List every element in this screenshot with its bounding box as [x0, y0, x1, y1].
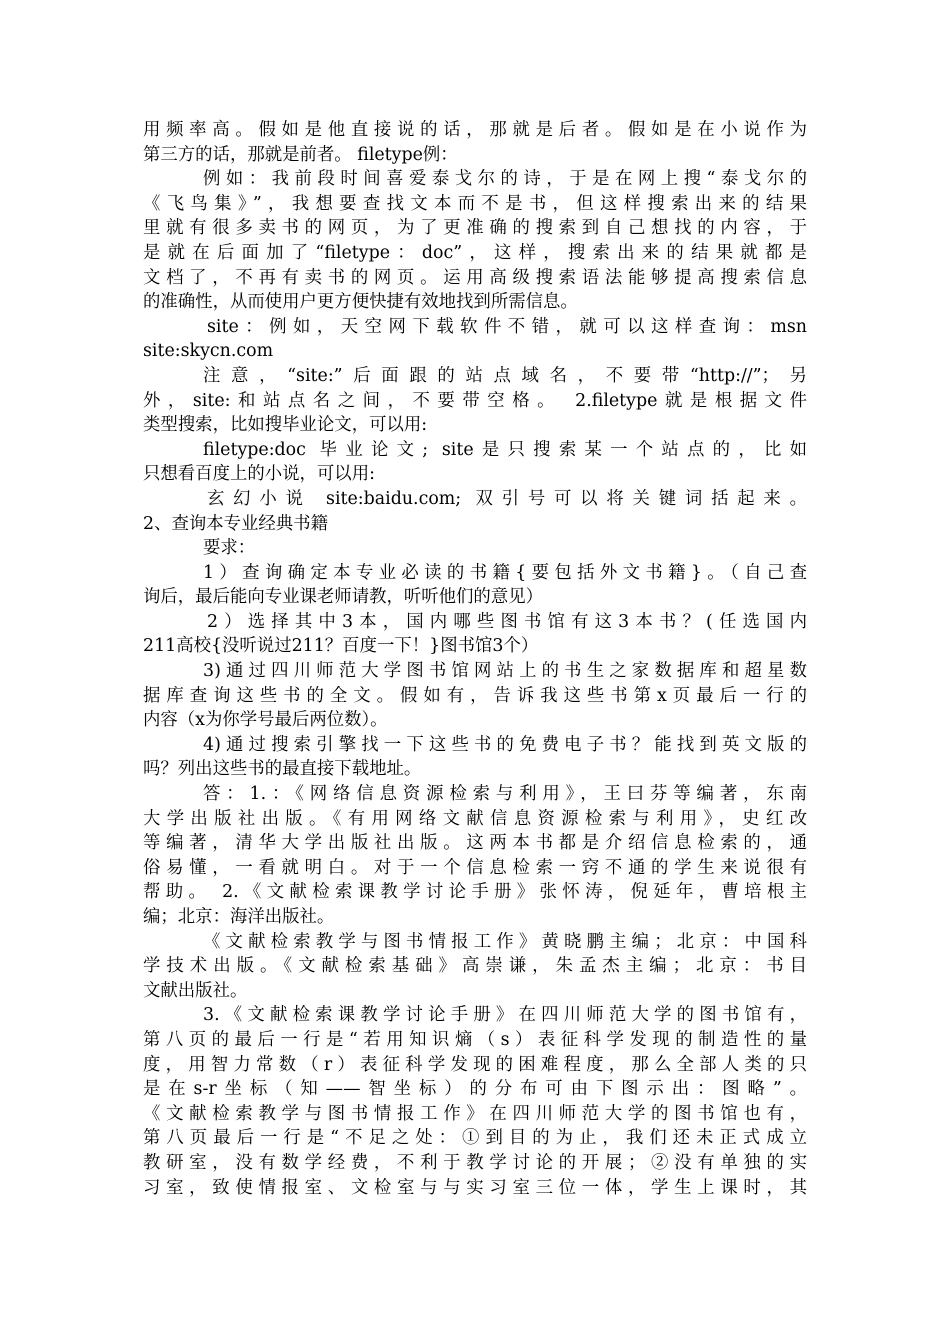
text-line: site:skycn.com: [143, 341, 274, 362]
text-line: 3)通过四川师范大学图书馆网站上的书生之家数据库和超星数: [203, 661, 807, 682]
text-line: 用频率高。假如是他直接说的话，那就是后者。假如是在小说作为: [143, 120, 807, 140]
text-line: 类型搜索，比如搜毕业论文，可以用:: [143, 415, 428, 436]
text-line: 2）选择其中3本，国内哪些图书馆有这3本书？(任选国内: [207, 611, 807, 632]
text-line: 只想看百度上的小说，可以用:: [143, 464, 375, 485]
text-line: 211高校{没听说过211？百度一下！}图书馆3个）: [143, 636, 539, 657]
text-line: 第八页最后一行是“不足之处：①到目的为止，我们还未正式成立: [143, 1128, 807, 1149]
text-line: 习室，致使情报室、文检室与与实习室三位一体，学生上课时，其: [143, 1177, 807, 1198]
text-line: 询后，最后能向专业课老师请教，听听他们的意见）: [143, 587, 543, 608]
text-line: 俗易懂，一看就明白。对于一个信息检索一窍不通的学生来说很有: [143, 857, 807, 878]
text-line: 《文献检索教学与图书情报工作》黄晓鹏主编；北京：中国科: [203, 931, 807, 952]
text-line: 里就有很多卖书的网页，为了更准确的搜索到自己想找的内容，于: [143, 218, 807, 239]
text-line: 帮助。 2.《文献检索课教学讨论手册》张怀涛，倪延年，曹培根主: [143, 882, 807, 903]
text-line: 文献出版社。: [143, 980, 248, 1001]
text-line: 《文献检索教学与图书情报工作》在四川师范大学的图书馆也有，: [143, 1103, 807, 1124]
text-line: 第八页的最后一行是“若用知识熵（s）表征科学发现的制造性的量: [143, 1029, 807, 1050]
text-line: 注意，“site:”后面跟的站点域名，不要带“http://”；另: [203, 365, 807, 386]
text-line: 等编著，清华大学出版社出版。这两本书都是介绍信息检索的，通: [143, 833, 807, 854]
text-line: 是就在后面加了“filetype：doc”，这样，搜索出来的结果就都是: [143, 242, 807, 263]
text-line: 2、查询本专业经典书籍: [143, 513, 328, 534]
text-line: 学技术出版。《文献检索基础》高崇谦，朱孟杰主编；北京：书目: [143, 956, 807, 977]
text-line: site：例如，天空网下载软件不错，就可以这样查询：msn: [207, 316, 807, 337]
text-line: 编；北京：海洋出版社。: [143, 907, 335, 927]
text-line: 文档了，不再有卖书的网页。运用高级搜索语法能够提高搜索信息: [143, 267, 807, 288]
text-line: 是在s-r坐标（知——智坐标）的分布可由下图示出：图略”。: [143, 1079, 807, 1100]
text-line: 玄幻小说 site:baidu.com; 双引号可以将关键词括起来。: [207, 488, 807, 509]
text-line: 的准确性，从而使用户更方便快捷有效地找到所需信息。: [143, 292, 578, 313]
text-line: 大学出版社出版。《有用网络文献信息资源检索与利用》，史红改: [143, 808, 807, 829]
text-line: 第三方的话，那就是前者。 filetype例：: [143, 144, 458, 165]
text-line: 据库查询这些书的全文。假如有，告诉我这些书第x页最后一行的: [143, 685, 807, 706]
text-line: 教研室，没有数学经费，不利于教学讨论的开展；②没有单独的实: [143, 1152, 807, 1173]
text-line: 1）查询确定本专业必读的书籍{要包括外文书籍}。（自己查: [203, 562, 807, 583]
text-line: 吗？列出这些书的最直接下载地址。: [143, 759, 422, 780]
text-line: 要求：: [203, 538, 256, 559]
text-line: 答：1.：《网络信息资源检索与利用》，王曰芬等编著，东南: [203, 784, 807, 805]
text-line: 外，site:和站点名之间，不要带空格。 2.filetype就是根据文件: [143, 390, 807, 411]
text-line: 《飞鸟集》”，我想要查找文本而不是书，但这样搜索出来的结果: [143, 193, 807, 214]
text-line: filetype:doc 毕业论文; site是只搜索某一个站点的，比如: [203, 439, 807, 460]
text-line: 内容（x为你学号最后两位数）。: [143, 710, 388, 731]
text-line: 3.《文献检索课教学讨论手册》在四川师范大学的图书馆有，: [203, 1005, 807, 1026]
text-line: 度，用智力常数（r）表征科学发现的困难程度，那么全部人类的只: [143, 1054, 807, 1075]
text-line: 例如：我前段时间喜爱泰戈尔的诗，于是在网上搜“泰戈尔的: [203, 169, 807, 190]
document-body: [143, 118, 807, 1200]
text-line: 4)通过搜索引擎找一下这些书的免费电子书？能找到英文版的: [203, 734, 807, 755]
